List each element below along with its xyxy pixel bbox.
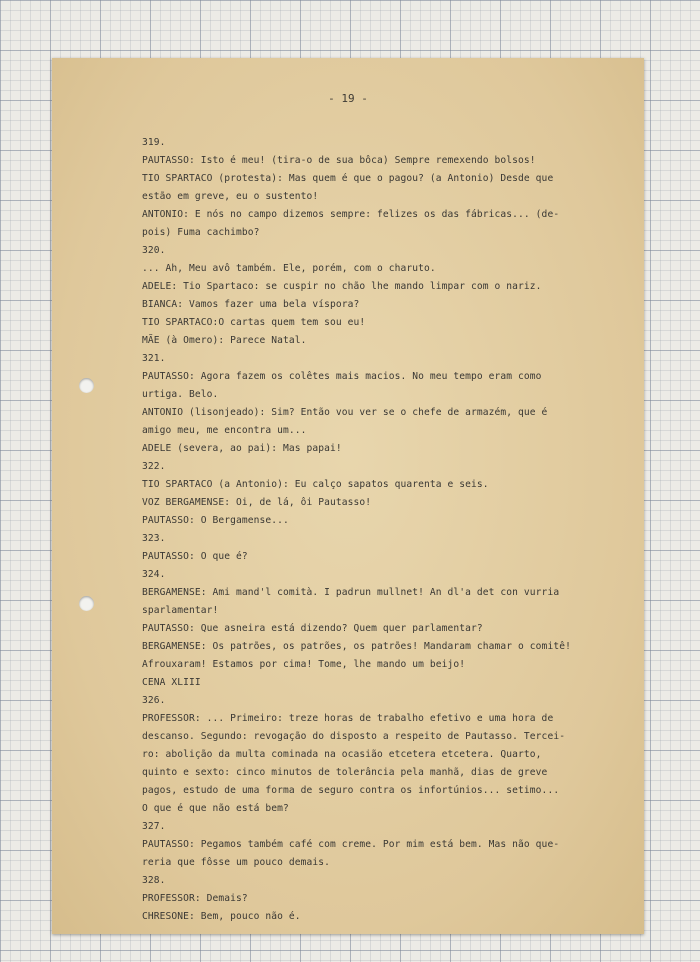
page-number: - 19 - — [328, 92, 368, 105]
script-line: CHRESONE: Bem, pouco não é. — [142, 911, 301, 922]
script-line: PAUTASSO: Que asneira está dizendo? Quem quer parlamentar? — [142, 623, 483, 634]
script-line: amigo meu, me encontra um... — [142, 425, 307, 436]
script-line: 327. — [142, 821, 166, 832]
script-text — [142, 134, 622, 926]
script-line: PAUTASSO: O Bergamense... — [142, 515, 289, 526]
script-line: VOZ BERGAMENSE: Oi, de lá, ôi Pautasso! — [142, 497, 372, 508]
script-line: pois) Fuma cachimbo? — [142, 227, 260, 238]
script-line: descanso. Segundo: revogação do disposto a respeito de Pautasso. Tercei- — [142, 731, 566, 742]
script-line: ... Ah, Meu avô também. Ele, porém, com o charuto. — [142, 263, 436, 274]
script-line: reria que fôsse um pouco demais. — [142, 857, 331, 868]
script-line: PAUTASSO: O que é? — [142, 551, 248, 562]
script-line: PAUTASSO: Isto é meu! (tira-o de sua bôca) Sempre remexendo bolsos! — [142, 155, 536, 166]
script-line: CENA XLIII — [142, 677, 201, 688]
script-line: TIO SPARTACO:O cartas quem tem sou eu! — [142, 317, 366, 328]
script-line: ADELE (severa, ao pai): Mas papai! — [142, 443, 342, 454]
script-line: pagos, estudo de uma forma de seguro contra os infortúnios... setimo... — [142, 785, 560, 796]
script-line: urtiga. Belo. — [142, 389, 219, 400]
script-line: PAUTASSO: Pegamos também café com creme. Por mim está bem. Mas não que- — [142, 839, 560, 850]
script-line: TIO SPARTACO (a Antonio): Eu calço sapatos quarenta e seis. — [142, 479, 489, 490]
script-line: 326. — [142, 695, 166, 706]
script-line: O que é que não está bem? — [142, 803, 289, 814]
script-line: 322. — [142, 461, 166, 472]
script-line: quinto e sexto: cinco minutos de tolerância pela manhã, dias de greve — [142, 767, 548, 778]
script-line: BERGAMENSE: Os patrões, os patrões, os patrões! Mandaram chamar o comitê! — [142, 641, 571, 652]
script-line: PROFESSOR: ... Primeiro: treze horas de trabalho efetivo e uma hora de — [142, 713, 554, 724]
script-line: Afrouxaram! Estamos por cima! Tome, lhe mando um beijo! — [142, 659, 466, 670]
script-line: ADELE: Tio Spartaco: se cuspir no chão lhe mando limpar com o nariz. — [142, 281, 542, 292]
script-line: 321. — [142, 353, 166, 364]
script-line: sparlamentar! — [142, 605, 219, 616]
script-line: MÃE (à Omero): Parece Natal. — [142, 335, 307, 346]
script-line: ro: abolição da multa cominada na ocasião etcetera etcetera. Quarto, — [142, 749, 542, 760]
script-line: BERGAMENSE: Ami mand'l comità. I padrun mullnet! An dl'a det con vurria — [142, 587, 560, 598]
script-line: ANTONIO (lisonjeado): Sim? Então vou ver se o chefe de armazém, que é — [142, 407, 548, 418]
script-line: 323. — [142, 533, 166, 544]
script-line: TIO SPARTACO (protesta): Mas quem é que o pagou? (a Antonio) Desde que — [142, 173, 554, 184]
punch-hole-top — [79, 378, 94, 393]
script-line: 320. — [142, 245, 166, 256]
script-line: 328. — [142, 875, 166, 886]
script-line: 319. — [142, 137, 166, 148]
script-line: 324. — [142, 569, 166, 580]
script-line: ANTONIO: E nós no campo dizemos sempre: felizes os das fábricas... (de- — [142, 209, 560, 220]
script-line: PAUTASSO: Agora fazem os colêtes mais macios. No meu tempo eram como — [142, 371, 542, 382]
punch-hole-bottom — [79, 596, 94, 611]
script-line: estão em greve, eu o sustento! — [142, 191, 319, 202]
script-line: BIANCA: Vamos fazer uma bela víspora? — [142, 299, 360, 310]
script-line: PROFESSOR: Demais? — [142, 893, 248, 904]
typewritten-page — [52, 58, 644, 934]
